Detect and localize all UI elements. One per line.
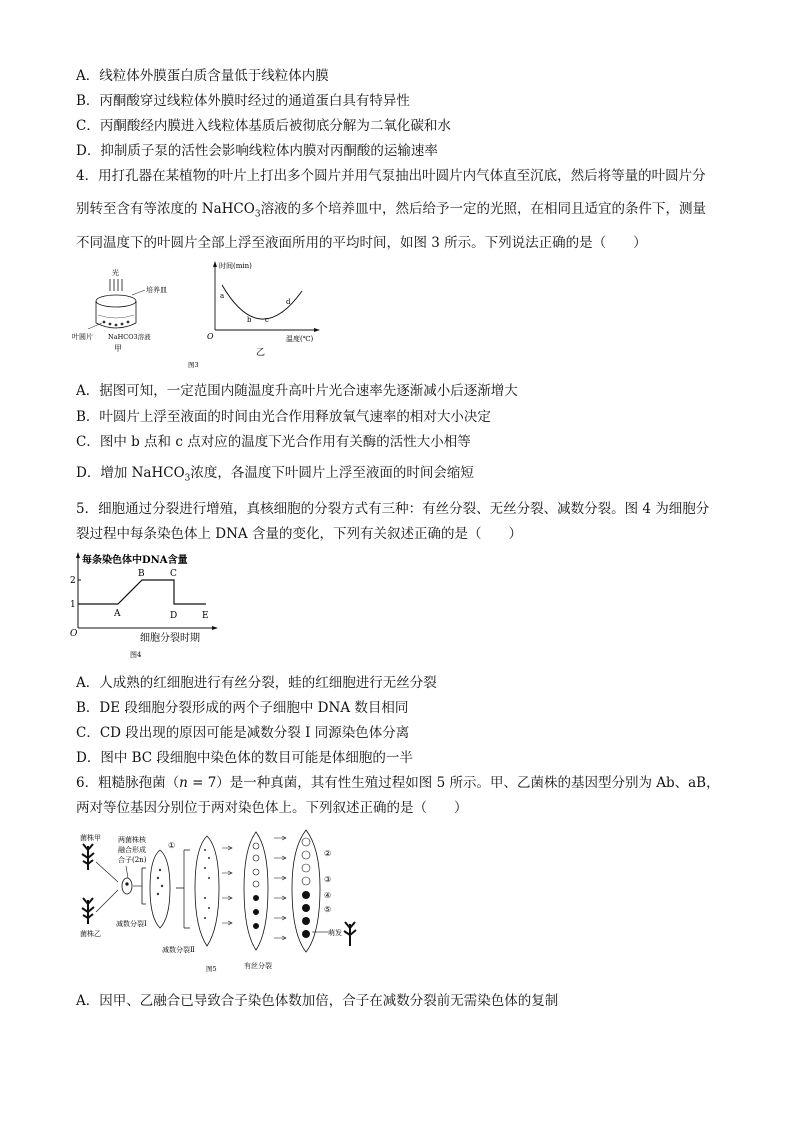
fig4-ytick-label-1: 1	[70, 600, 76, 610]
fig4-point-label-C: C	[170, 569, 177, 579]
fig3-jia	[72, 268, 167, 353]
fig4-point-label-A: A	[114, 609, 121, 619]
fig5-caption: 图5	[206, 965, 217, 973]
fig3-solution-label: NaHCO3溶液	[108, 333, 151, 341]
fig3-jia-label: 甲	[114, 344, 122, 353]
q6-stem-post: = 7）是一种真菌，其有性生殖过程如图 5 所示。甲、乙菌株的基因型分别为 Ab、aB，	[187, 775, 720, 791]
fig3-yi-label: 乙	[256, 348, 266, 358]
fig4-series-line	[78, 580, 206, 604]
q5-stem-line2: 裂过程中每条染色体上 DNA 含量的变化，下列有关叙述正确的是（ ）	[76, 526, 522, 542]
fig4-point-label-D: D	[170, 611, 178, 621]
fig4-origin: O	[70, 629, 78, 639]
fig5-fusion-3: 合子(2n)	[118, 856, 147, 864]
q4-stem-line2-pre: 别转至含有等浓度的 NaHCO	[76, 201, 255, 217]
fungus-yi-icon	[82, 898, 94, 924]
figure-5	[80, 828, 380, 978]
q6-stem-line1	[76, 771, 720, 791]
fig3-leaf-label: 叶圆片	[72, 333, 93, 341]
q4-option-d	[76, 461, 474, 484]
fig4-xlabel: 细胞分裂时期	[140, 633, 200, 644]
q6-option-a: A．因甲、乙融合已导致合子染色体数加倍，合子在减数分裂前无需染色体的复制	[76, 993, 559, 1009]
q4-stem-line2	[76, 197, 706, 220]
q6-stem-pre: 6．粗糙脉孢菌（	[76, 775, 180, 791]
fig3-xlabel: 温度(℃)	[286, 335, 314, 343]
fig5-fusion-1: 两菌株核	[118, 836, 146, 844]
q4-option-d-sub: 3	[184, 473, 191, 484]
q4-option-d-pre: D．增加 NaHCO	[76, 465, 185, 481]
q4-stem-line2-post: 溶液的多个培养皿中，然后给予一定的光照，在相同且适宜的条件下，测量	[260, 201, 707, 217]
fig5-strain-yi: 菌株乙	[80, 930, 101, 938]
q6-stem-line2: 两对等位基因分别位于两对染色体上。下列叙述正确的是（ ）	[76, 800, 468, 816]
fig3-dish-label: 培养皿	[146, 286, 167, 294]
q6-stem-n: n	[179, 775, 188, 791]
q5-option-c: C．CD 段出现的原因可能是减数分裂 I 同源染色体分离	[76, 725, 410, 741]
fig3-origin: O	[207, 332, 214, 341]
fig4-ylabel: 每条染色体中DNA含量	[82, 555, 188, 566]
q4-stem-line2-sub: 3	[254, 209, 261, 220]
fig5-mitosis: 有丝分裂	[244, 962, 272, 970]
q4-option-c: C．图中 b 点和 c 点对应的温度下光合作用有关酶的活性大小相等	[76, 434, 471, 450]
q5-stem-line1: 5．细胞通过分裂进行增殖，真核细胞的分裂方式有三种：有丝分裂、无丝分裂、减数分裂。图 4 为细胞分	[76, 501, 710, 517]
fig5-circle-5: ⑤	[324, 905, 332, 914]
fig3-light-label: 光	[112, 269, 119, 277]
fig3-ylabel: 时间(min)	[219, 262, 252, 270]
q4-option-d-post: 浓度，各温度下叶圆片上浮至液面的时间会缩短	[190, 465, 474, 481]
fig5-circle-4: ④	[324, 891, 332, 900]
q3-option-a: A．线粒体外膜蛋白质含量低于线粒体内膜	[76, 68, 329, 84]
q3-option-b: B．丙酮酸穿过线粒体外膜时经过的通道蛋白具有特异性	[76, 93, 410, 109]
fig4-caption: 图4	[130, 651, 142, 659]
fig5-strain-jia: 菌株甲	[80, 834, 101, 842]
fig4-point-label-B: B	[138, 569, 145, 579]
fig4-point-label-E: E	[202, 611, 209, 621]
fig3-point-a: a	[220, 292, 225, 300]
q4-stem-line1: 4．用打孔器在某植物的叶片上打出多个圆片并用气泵抽出叶圆片内气体直至沉底，然后将等量的叶圆片分	[76, 168, 706, 184]
fig5-meiosis2: 减数分裂Ⅱ	[162, 946, 195, 954]
fungus-jia-icon	[82, 844, 94, 870]
figure-3	[70, 255, 330, 370]
q5-option-b: B．DE 段细胞分裂形成的两个子细胞中 DNA 数目相同	[76, 700, 409, 716]
fig3-caption: 图3	[188, 361, 199, 369]
fig5-fusion-2: 融合形成	[118, 846, 146, 854]
q4-option-a: A．据图可知，一定范围内随温度升高叶片光合速率先逐渐减小后逐渐增大	[76, 383, 518, 399]
fig3-point-d: d	[286, 298, 291, 306]
fig3-point-c: c	[265, 316, 269, 324]
fig4-ytick-label-2: 2	[70, 576, 76, 586]
q5-option-d: D．图中 BC 段细胞中染色体的数目可能是体细胞的一半	[76, 750, 413, 766]
fig3-yi	[207, 261, 320, 358]
figure-4-chart	[66, 548, 226, 660]
q4-stem-line3: 不同温度下的叶圆片全部上浮至液面所用的平均时间，如图 3 所示。下列说法正确的是（ ）	[76, 235, 647, 251]
fig5-circle-2: ②	[324, 849, 332, 858]
fig5-germinate: 萌发	[328, 929, 342, 937]
fig5-circle-3: ③	[324, 875, 332, 884]
q3-option-c: C．丙酮酸经内膜进入线粒体基质后被彻底分解为二氧化碳和水	[76, 118, 451, 134]
q5-option-a: A．人成熟的红细胞进行有丝分裂，蛙的红细胞进行无丝分裂	[76, 675, 437, 691]
fungus-new-icon	[344, 922, 356, 946]
fig3-point-b: b	[247, 316, 252, 324]
zygote-shape	[122, 878, 132, 894]
fig5-circle-1: ①	[168, 841, 176, 850]
q4-option-b: B．叶圆片上浮至液面的时间由光合作用释放氧气速率的相对大小决定	[76, 409, 491, 425]
q3-option-d: D．抑制质子泵的活性会影响线粒体内膜对丙酮酸的运输速率	[76, 143, 438, 159]
fig5-meiosis1: 减数分裂Ⅰ	[116, 920, 147, 928]
